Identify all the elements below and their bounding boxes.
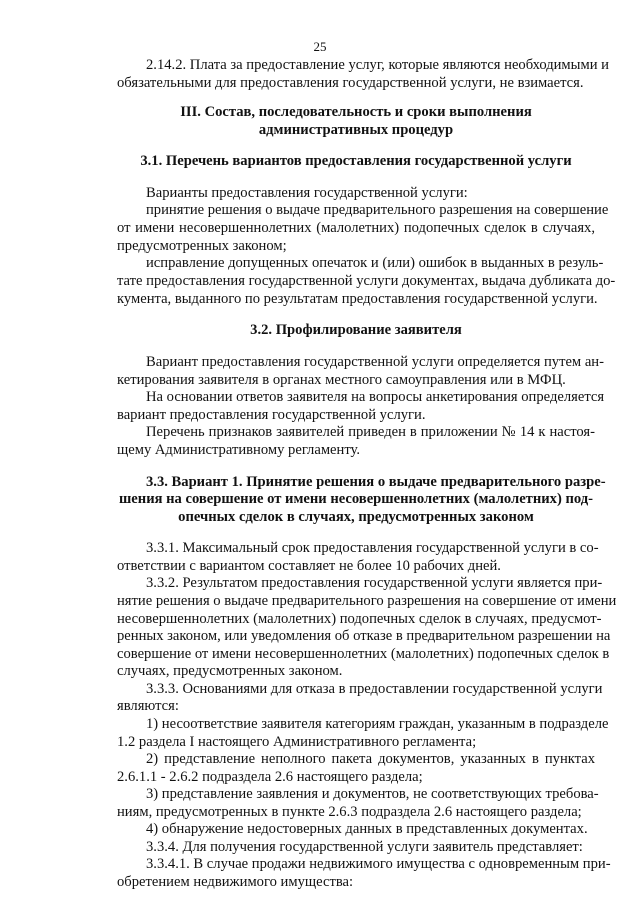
text-line: от имени несовершеннолетних (малолетних) подопечных сделок в случаях,	[117, 220, 595, 236]
text-line: Варианты предоставления государственной услуги:	[146, 185, 468, 201]
text-line: 1) несоответствие заявителя категориям граждан, указанным в подразделе	[146, 716, 609, 732]
text-line: несовершеннолетних (малолетних) подопечных сделок в случаях, предусмот-	[117, 611, 602, 627]
text-line: 3.3.4. Для получения государственной услуги заявитель представляет:	[146, 839, 583, 855]
text-line: принятие решения о выдаче предварительного разрешения на совершение	[146, 202, 609, 218]
section-heading-line: опечных сделок в случаях, предусмотренных законом	[178, 509, 534, 525]
text-line: кумента, выданного по результатам предоставления государственной услуги.	[117, 291, 598, 307]
text-line: Перечень признаков заявителей приведен в приложении № 14 к настоя-	[146, 424, 595, 440]
text-line: обязательными для предоставления государственной услуги, не взимается.	[117, 75, 584, 91]
text-line: щему Административному регламенту.	[117, 442, 361, 458]
text-line: 3) представление заявления и документов, не соответствующих требова-	[146, 786, 599, 802]
text-line: 3.3.2. Результатом предоставления государственной услуги является при-	[146, 575, 603, 591]
page-number: 25	[313, 39, 327, 54]
text-line: 2.14.2. Плата за предоставление услуг, которые являются необходимыми и	[146, 57, 609, 73]
text-line: 3.3.4.1. В случае продажи недвижимого имущества с одновременным при-	[146, 856, 611, 872]
text-line: 3.3.1. Максимальный срок предоставления государственной услуги в со-	[146, 540, 599, 556]
text-line: тате предоставления государственной услуги документах, выдача дубликата до-	[117, 273, 616, 289]
section-heading-line: 3.2. Профилирование заявителя	[250, 322, 462, 338]
text-line: На основании ответов заявителя на вопросы анкетирования определяется	[146, 389, 605, 405]
text-line: нятие решения о выдаче предварительного разрешения на совершение от имени	[117, 593, 617, 609]
text-line: вариант предоставления государственной услуги.	[117, 407, 426, 423]
text-line: Вариант предоставления государственной услуги определяется путем ан-	[146, 354, 604, 370]
text-line: 4) обнаружение недостоверных данных в представленных документах.	[146, 821, 588, 837]
text-line: случаях, предусмотренных законом.	[117, 663, 343, 679]
text-line: 3.3.3. Основаниями для отказа в предоставлении государственной услуги	[146, 681, 603, 697]
section-heading-line: III. Состав, последовательность и сроки выполнения	[180, 104, 532, 120]
text-line: обретением недвижимого имущества:	[117, 874, 354, 890]
text-line: являются:	[117, 698, 179, 714]
section-heading-line: 3.1. Перечень вариантов предоставления государственной услуги	[140, 153, 572, 169]
text-line: кетирования заявителя в органах местного самоуправления или в МФЦ.	[117, 372, 566, 388]
text-line: 1.2 раздела I настоящего Административного регламента;	[117, 734, 477, 750]
section-heading-line: административных процедур	[258, 122, 454, 138]
text-line: исправление допущенных опечаток и (или) ошибок в выданных в резуль-	[146, 255, 604, 271]
text-line: ответствии с вариантом составляет не более 10 рабочих дней.	[117, 558, 501, 574]
text-line: совершение от имени несовершеннолетних (малолетних) подопечных сделок в	[117, 646, 610, 662]
section-heading-line: 3.3. Вариант 1. Принятие решения о выдаче предварительного разре-	[146, 474, 606, 490]
text-line: ниям, предусмотренных в пункте 2.6.3 подраздела 2.6 настоящего раздела;	[117, 804, 582, 820]
text-line: предусмотренных законом;	[117, 238, 287, 254]
section-heading-line: шения на совершение от имени несовершеннолетних (малолетних) под-	[118, 491, 594, 507]
text-line: 2) представление неполного пакета документов, указанных в пунктах	[146, 751, 595, 767]
text-line: 2.6.1.1 - 2.6.2 подраздела 2.6 настоящего раздела;	[117, 769, 423, 785]
text-line: ренных законом, или уведомления об отказе в предварительном разрешении на	[117, 628, 611, 644]
